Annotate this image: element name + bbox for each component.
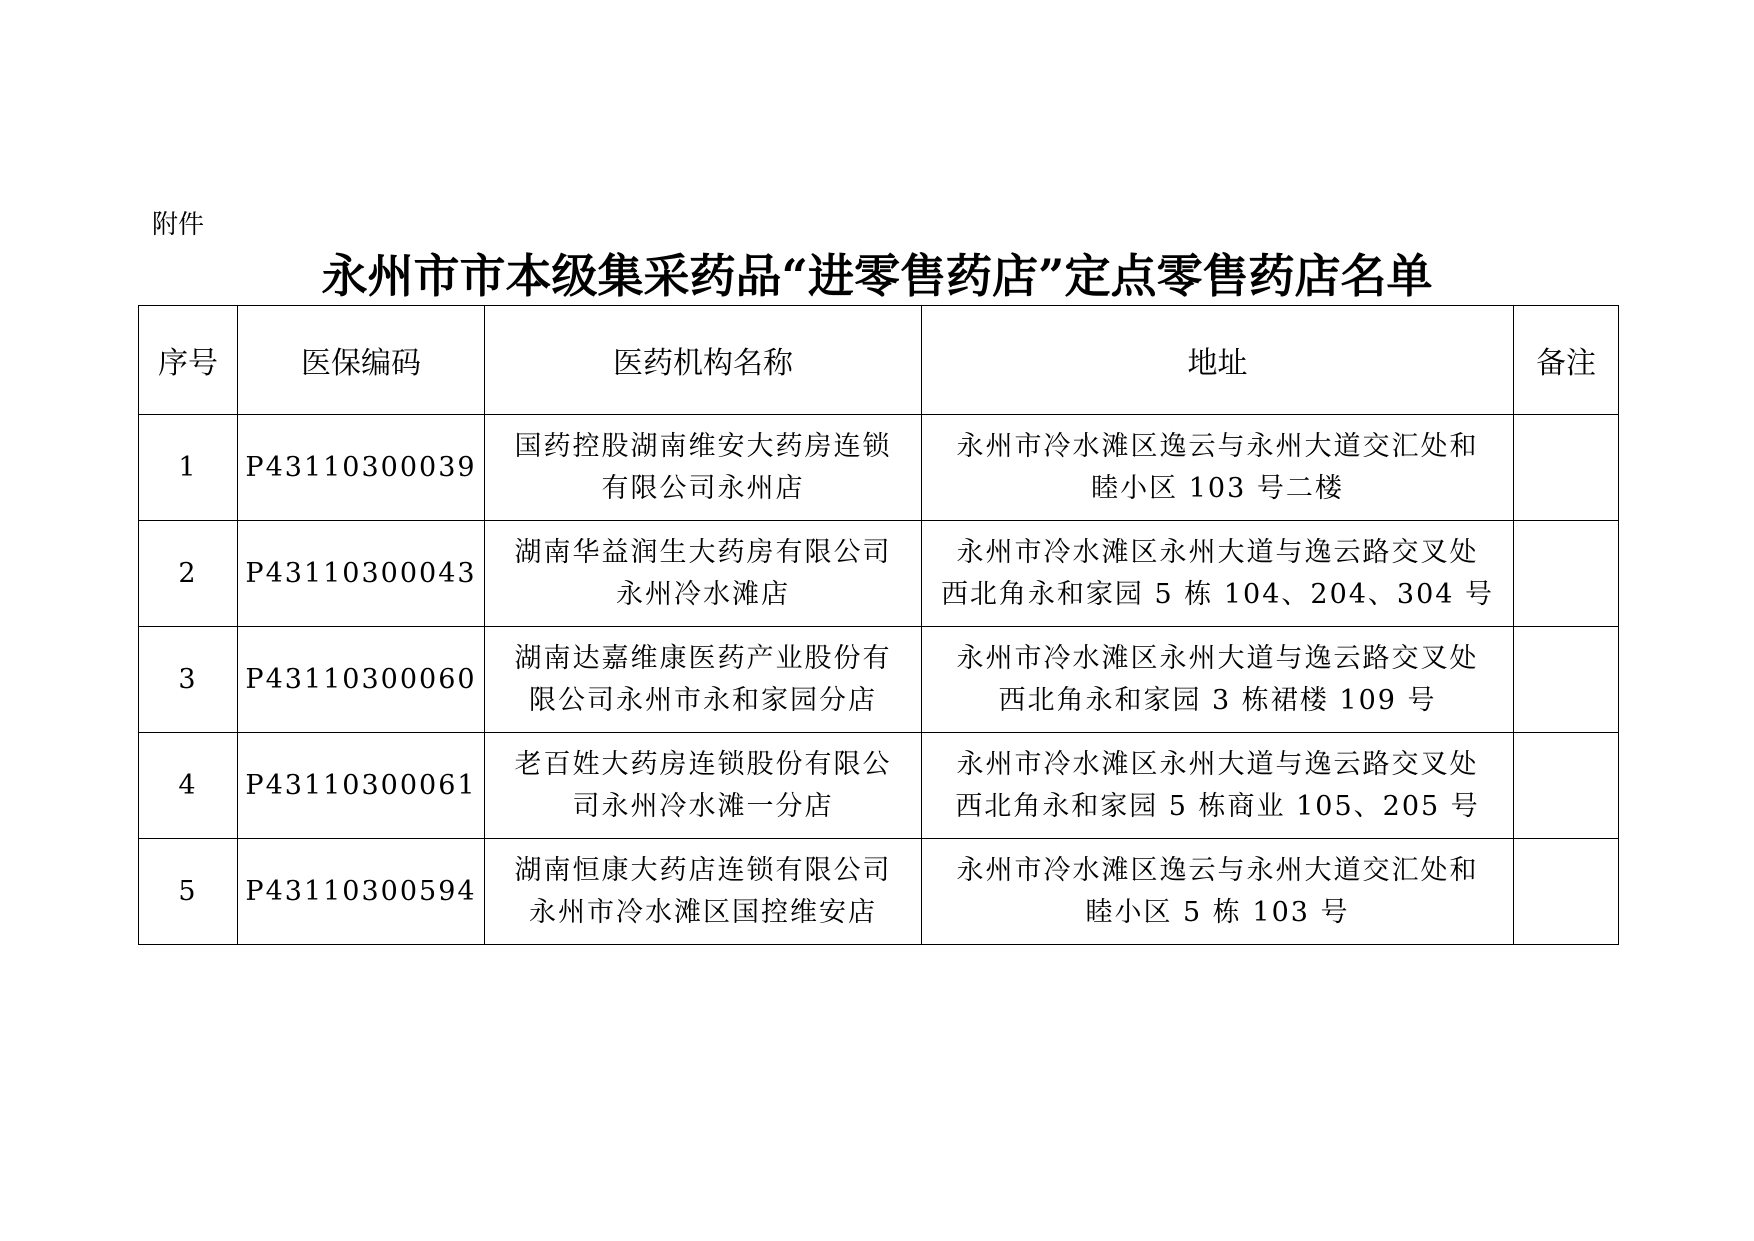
cell-name-line: 永州冷水滩店: [616, 578, 790, 610]
document-title: 永州市市本级集采药品“进零售药店”定点零售药店名单: [321, 249, 1433, 303]
header-code: 医保编码: [238, 306, 485, 415]
header-no: 序号: [139, 306, 238, 415]
cell-name-line: 司永州冷水滩一分店: [572, 790, 834, 822]
cell-no: 1: [139, 415, 238, 521]
cell-note: [1514, 733, 1619, 839]
table-row: [139, 627, 1619, 733]
cell-code: P43110300039: [238, 415, 485, 521]
cell-name: [485, 627, 922, 733]
cell-address-line: 西北角永和家园 5 栋 104、204、304 号: [940, 578, 1495, 610]
cell-address-line: 西北角永和家园 3 栋裙楼 109 号: [998, 684, 1437, 716]
cell-note: [1514, 839, 1619, 945]
header-name: 医药机构名称: [485, 306, 922, 415]
cell-note: [1514, 521, 1619, 627]
cell-code: P43110300043: [238, 521, 485, 627]
cell-address-line: 永州市冷水滩区逸云与永州大道交汇处和: [956, 854, 1479, 886]
cell-name-line: 老百姓大药房连锁股份有限公: [514, 748, 892, 780]
cell-name: [485, 415, 922, 521]
cell-address-line: 永州市冷水滩区永州大道与逸云路交叉处: [956, 536, 1479, 568]
cell-address: [922, 627, 1514, 733]
cell-no: 2: [139, 521, 238, 627]
cell-name-line: 湖南恒康大药店连锁有限公司: [514, 854, 892, 886]
cell-address-line: 永州市冷水滩区永州大道与逸云路交叉处: [956, 642, 1479, 674]
header-address: 地址: [922, 306, 1514, 415]
table-row: [139, 521, 1619, 627]
cell-no: 3: [139, 627, 238, 733]
cell-no: 4: [139, 733, 238, 839]
cell-address-line: 睦小区 103 号二楼: [1091, 472, 1344, 504]
cell-address: [922, 415, 1514, 521]
cell-address: [922, 839, 1514, 945]
cell-code: P43110300060: [238, 627, 485, 733]
table-row: [139, 415, 1619, 521]
cell-name-line: 限公司永州市永和家园分店: [529, 684, 877, 716]
attachment-label: 附件: [152, 210, 205, 240]
cell-name: [485, 733, 922, 839]
cell-name-line: 湖南达嘉维康医药产业股份有: [514, 642, 892, 674]
cell-name-line: 湖南华益润生大药房有限公司: [514, 536, 892, 568]
header-note: 备注: [1514, 306, 1619, 415]
cell-address: [922, 733, 1514, 839]
cell-address-line: 睦小区 5 栋 103 号: [1085, 896, 1350, 928]
cell-name-line: 有限公司永州店: [601, 472, 805, 504]
cell-address-line: 永州市冷水滩区逸云与永州大道交汇处和: [956, 430, 1479, 462]
cell-address-line: 永州市冷水滩区永州大道与逸云路交叉处: [956, 748, 1479, 780]
table-row: [139, 839, 1619, 945]
cell-code: P43110300061: [238, 733, 485, 839]
cell-no: 5: [139, 839, 238, 945]
pharmacy-list-table: [138, 305, 1619, 945]
cell-name-line: 永州市冷水滩区国控维安店: [529, 896, 877, 928]
cell-name-line: 国药控股湖南维安大药房连锁: [514, 430, 892, 462]
cell-address-line: 西北角永和家园 5 栋商业 105、205 号: [955, 790, 1480, 822]
table-header-row: [139, 306, 1619, 415]
table-row: [139, 733, 1619, 839]
cell-note: [1514, 415, 1619, 521]
cell-name: [485, 521, 922, 627]
cell-note: [1514, 627, 1619, 733]
cell-code: P43110300594: [238, 839, 485, 945]
cell-address: [922, 521, 1514, 627]
cell-name: [485, 839, 922, 945]
